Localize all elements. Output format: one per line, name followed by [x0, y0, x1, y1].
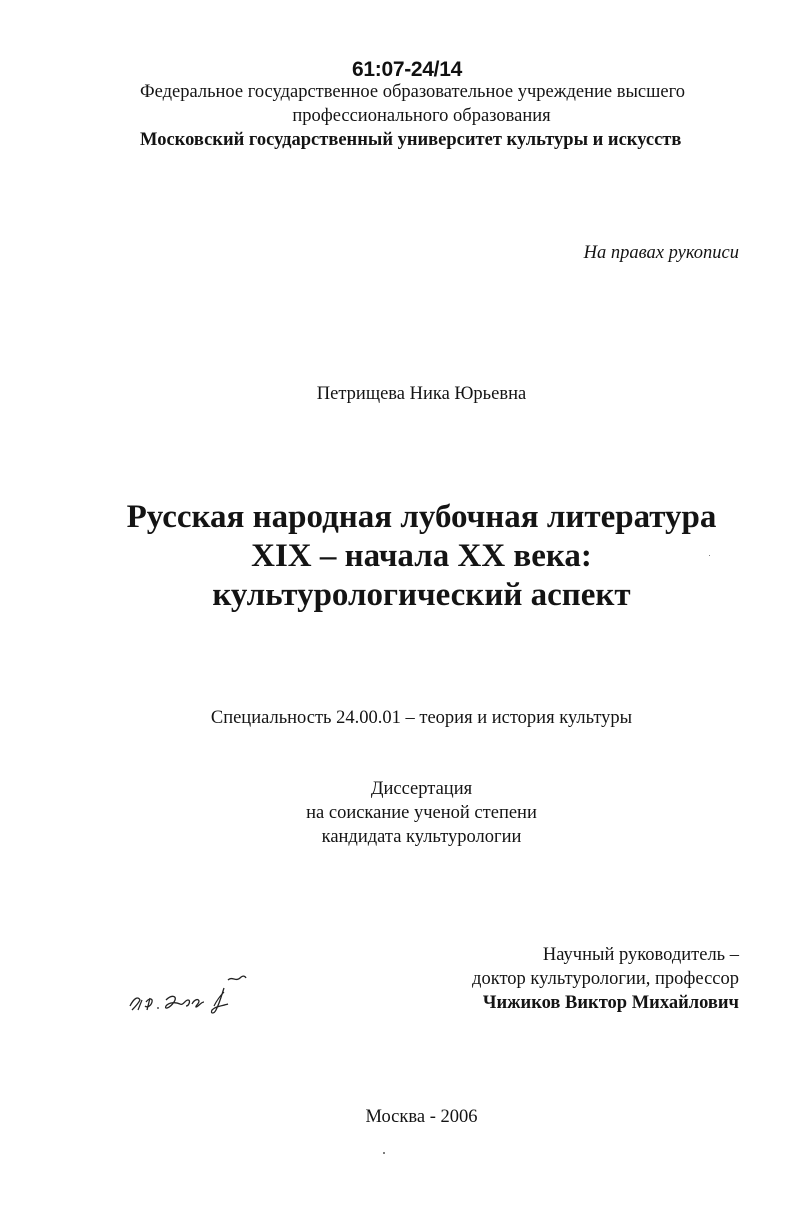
- title-line-1: Русская народная лубочная литература: [126, 499, 717, 535]
- specialty-line: Специальность 24.00.01 – теория и история культуры: [210, 708, 633, 728]
- institution-line-1: Федеральное государственное образовательное учреждение высшего: [140, 82, 685, 102]
- university-name: Московский государственный университет культуры и искусств: [140, 130, 682, 150]
- degree-name: кандидата культурологии: [321, 827, 522, 847]
- archive-stamp-code: 61:07-24/14: [352, 58, 462, 81]
- dissertation-label: Диссертация: [370, 779, 473, 799]
- author-name: Петрищева Ника Юрьевна: [316, 384, 527, 404]
- title-line-2: XIX – начала XX века:: [251, 538, 592, 574]
- handwritten-note-signature: [120, 970, 260, 1020]
- institution-line-2: профессионального образования: [292, 106, 551, 126]
- advisor-name: Чижиков Виктор Михайлович: [482, 993, 739, 1013]
- city-and-year: Москва - 2006: [365, 1107, 478, 1127]
- degree-purpose: на соискание ученой степени: [306, 803, 537, 823]
- advisor-degree: доктор культурологии, профессор: [472, 969, 739, 989]
- scan-speck: [709, 555, 710, 556]
- scan-speck: [383, 1152, 385, 1154]
- manuscript-rights-note: На правах рукописи: [583, 243, 739, 263]
- title-line-3: культурологический аспект: [212, 577, 631, 613]
- advisor-role: Научный руководитель –: [542, 945, 739, 965]
